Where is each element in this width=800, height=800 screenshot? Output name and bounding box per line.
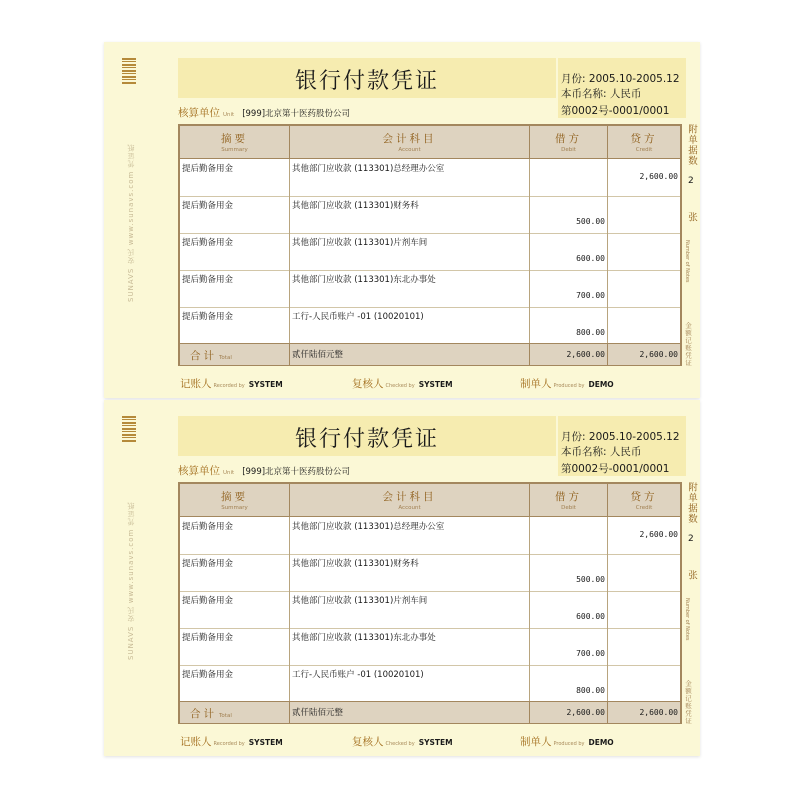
- row-account: 工行-人民币账户 -01 (10020101): [290, 307, 530, 344]
- voucher-title: 银行付款凭证: [294, 427, 439, 452]
- header-summary: [180, 484, 290, 516]
- row-credit: [608, 270, 680, 307]
- table-row: [180, 159, 680, 197]
- table-row: [180, 307, 680, 344]
- title-box: [178, 58, 556, 98]
- row-debit: 600.00: [530, 233, 608, 270]
- header-debit-label: 借方: [555, 133, 582, 145]
- voucher-number: 第0002号-0001/0001: [561, 463, 670, 475]
- row-credit: [608, 307, 680, 344]
- attachments-label: 附单据数: [686, 124, 697, 166]
- row-debit: 600.00: [530, 591, 608, 628]
- footer-checked: [352, 376, 453, 391]
- row-summary: 提后勤备用金: [180, 554, 290, 591]
- table-row: [180, 196, 680, 234]
- recorded-value: SYSTEM: [248, 380, 283, 389]
- row-account: 其他部门应收款 (113301)财务科: [290, 196, 530, 233]
- voucher-sheet: [104, 42, 700, 398]
- attachments-unit: 张: [686, 570, 697, 580]
- side-print: SUNAVS 安氏 www.sunavs.com 凭证纸: [127, 143, 135, 302]
- header-debit: [530, 126, 608, 158]
- header-account-en: Account: [398, 505, 421, 511]
- row-summary: 提后勤备用金: [180, 628, 290, 665]
- voucher-table: [178, 124, 682, 366]
- produced-value: DEMO: [588, 380, 614, 389]
- unit-label: 核算单位: [178, 107, 220, 119]
- total-credit: 2,600.00: [639, 350, 678, 359]
- checked-label-en: Checked by: [385, 383, 415, 389]
- barcode: [122, 416, 136, 442]
- unit-value: [999]北京第十医药股份公司: [242, 109, 351, 119]
- header-credit: [608, 484, 680, 516]
- row-account: 其他部门应收款 (113301)东北办事处: [290, 270, 530, 307]
- total-amount-words: 贰仟陆佰元整: [290, 344, 530, 365]
- row-summary: 提后勤备用金: [180, 233, 290, 270]
- row-account: 其他部门应收款 (113301)片剂车间: [290, 591, 530, 628]
- row-credit: [608, 233, 680, 270]
- row-account: 其他部门应收款 (113301)东北办事处: [290, 628, 530, 665]
- produced-label: 制单人: [520, 736, 552, 748]
- barcode: [122, 58, 136, 84]
- row-debit: 700.00: [530, 270, 608, 307]
- attachments-side-note: 金额记账凭证: [684, 680, 692, 725]
- row-debit: 500.00: [530, 554, 608, 591]
- table-header: [180, 126, 680, 159]
- footer-recorded: [180, 376, 283, 391]
- row-account: 其他部门应收款 (113301)总经理办公室: [290, 159, 530, 196]
- attachments-unit-en: Number of Notes: [684, 240, 690, 283]
- month-label: 月份:: [561, 431, 586, 443]
- row-debit: 800.00: [530, 665, 608, 702]
- header-account-label: 会计科目: [382, 133, 437, 145]
- currency-line: [561, 86, 641, 101]
- unit-label-en: Unit: [223, 112, 235, 118]
- row-account: 工行-人民币账户 -01 (10020101): [290, 665, 530, 702]
- row-credit: [608, 628, 680, 665]
- row-account: 其他部门应收款 (113301)财务科: [290, 554, 530, 591]
- recorded-label: 记账人: [180, 736, 212, 748]
- footer-recorded: [180, 734, 283, 749]
- header-debit-en: Debit: [561, 505, 576, 511]
- row-summary: 提后勤备用金: [180, 196, 290, 233]
- month-label: 月份:: [561, 73, 586, 85]
- table-header: [180, 484, 680, 517]
- checked-value: SYSTEM: [418, 738, 453, 747]
- header-summary-label: 摘要: [221, 133, 248, 145]
- row-credit: 2,600.00: [639, 530, 678, 539]
- row-debit: [530, 159, 608, 196]
- total-row: [180, 701, 680, 723]
- unit-row: [178, 463, 350, 478]
- produced-label-en: Produced by: [553, 741, 585, 747]
- month-value: 2005.10-2005.12: [588, 73, 680, 85]
- header-debit-en: Debit: [561, 147, 576, 153]
- row-summary: 提后勤备用金: [180, 591, 290, 628]
- header-debit: [530, 484, 608, 516]
- recorded-label: 记账人: [180, 378, 212, 390]
- row-credit: [608, 591, 680, 628]
- produced-label-en: Produced by: [553, 383, 585, 389]
- header-account-label: 会计科目: [382, 491, 437, 503]
- voucher-number: 第0002号-0001/0001: [561, 105, 670, 117]
- currency-label: 本币名称:: [561, 446, 607, 458]
- row-credit: [608, 196, 680, 233]
- currency-value: 人民币: [609, 446, 642, 458]
- recorded-label-en: Recorded by: [213, 383, 245, 389]
- table-row: [180, 270, 680, 308]
- total-amount-words: 贰仟陆佰元整: [290, 702, 530, 723]
- unit-label: 核算单位: [178, 465, 220, 477]
- header-credit-en: Credit: [635, 147, 653, 153]
- recorded-value: SYSTEM: [248, 738, 283, 747]
- month-value: 2005.10-2005.12: [588, 431, 680, 443]
- table-row: [180, 591, 680, 629]
- attachments-label: 附单据数: [686, 482, 697, 524]
- row-credit: [608, 554, 680, 591]
- row-summary: 提后勤备用金: [180, 307, 290, 344]
- table-row: [180, 665, 680, 702]
- row-summary: 提后勤备用金: [180, 517, 290, 554]
- header-account: [290, 126, 530, 158]
- header-account-en: Account: [398, 147, 421, 153]
- header-summary-en: Summary: [221, 505, 248, 511]
- header-credit-label: 贷方: [630, 491, 658, 503]
- total-label: 合计: [190, 350, 217, 362]
- attachments-count: 2: [688, 534, 694, 544]
- total-credit: 2,600.00: [639, 708, 678, 717]
- header-credit: [608, 126, 680, 158]
- table-row: [180, 233, 680, 271]
- row-summary: 提后勤备用金: [180, 270, 290, 307]
- row-summary: 提后勤备用金: [180, 665, 290, 702]
- produced-label: 制单人: [520, 378, 552, 390]
- side-print: SUNAVS 安氏 www.sunavs.com 凭证纸: [127, 501, 135, 660]
- footer-produced: [520, 376, 614, 391]
- row-debit: 800.00: [530, 307, 608, 344]
- header-summary: [180, 126, 290, 158]
- unit-row: [178, 105, 350, 120]
- recorded-label-en: Recorded by: [213, 741, 245, 747]
- checked-label: 复核人: [352, 736, 384, 748]
- checked-label-en: Checked by: [385, 741, 415, 747]
- header-summary-en: Summary: [221, 147, 248, 153]
- attachments-side-note: 金额记账凭证: [684, 322, 692, 367]
- total-label-cell: [180, 702, 290, 723]
- footer-produced: [520, 734, 614, 749]
- total-label-cell: [180, 344, 290, 365]
- row-debit: 700.00: [530, 628, 608, 665]
- info-box: [558, 416, 686, 476]
- voucher-title: 银行付款凭证: [294, 69, 439, 94]
- attachments-column: [684, 482, 698, 724]
- info-box: [558, 58, 686, 118]
- row-debit: [530, 517, 608, 554]
- attachments-column: [684, 124, 698, 366]
- row-credit: [608, 665, 680, 702]
- row-account: 其他部门应收款 (113301)片剂车间: [290, 233, 530, 270]
- total-label-en: Total: [219, 713, 232, 719]
- row-summary: 提后勤备用金: [180, 159, 290, 196]
- voucher-sheet: [104, 400, 700, 756]
- total-label-en: Total: [219, 355, 232, 361]
- total-debit: 2,600.00: [530, 702, 608, 723]
- checked-value: SYSTEM: [418, 380, 453, 389]
- produced-value: DEMO: [588, 738, 614, 747]
- row-debit: 500.00: [530, 196, 608, 233]
- table-row: [180, 517, 680, 555]
- unit-label-en: Unit: [223, 470, 235, 476]
- header-credit-label: 贷方: [630, 133, 658, 145]
- table-row: [180, 554, 680, 592]
- table-row: [180, 628, 680, 666]
- row-account: 其他部门应收款 (113301)总经理办公室: [290, 517, 530, 554]
- attachments-count: 2: [688, 176, 694, 186]
- month-line: [561, 71, 680, 86]
- voucher-table: [178, 482, 682, 724]
- currency-line: [561, 444, 641, 459]
- row-credit: 2,600.00: [639, 172, 678, 181]
- month-line: [561, 429, 680, 444]
- unit-value: [999]北京第十医药股份公司: [242, 467, 351, 477]
- currency-value: 人民币: [609, 88, 642, 100]
- footer-checked: [352, 734, 453, 749]
- checked-label: 复核人: [352, 378, 384, 390]
- attachments-unit-en: Number of Notes: [684, 598, 690, 641]
- header-summary-label: 摘要: [221, 491, 248, 503]
- attachments-unit: 张: [686, 212, 697, 222]
- title-box: [178, 416, 556, 456]
- header-debit-label: 借方: [555, 491, 582, 503]
- currency-label: 本币名称:: [561, 88, 607, 100]
- total-debit: 2,600.00: [530, 344, 608, 365]
- header-credit-en: Credit: [635, 505, 653, 511]
- total-row: [180, 343, 680, 365]
- header-account: [290, 484, 530, 516]
- total-label: 合计: [190, 708, 217, 720]
